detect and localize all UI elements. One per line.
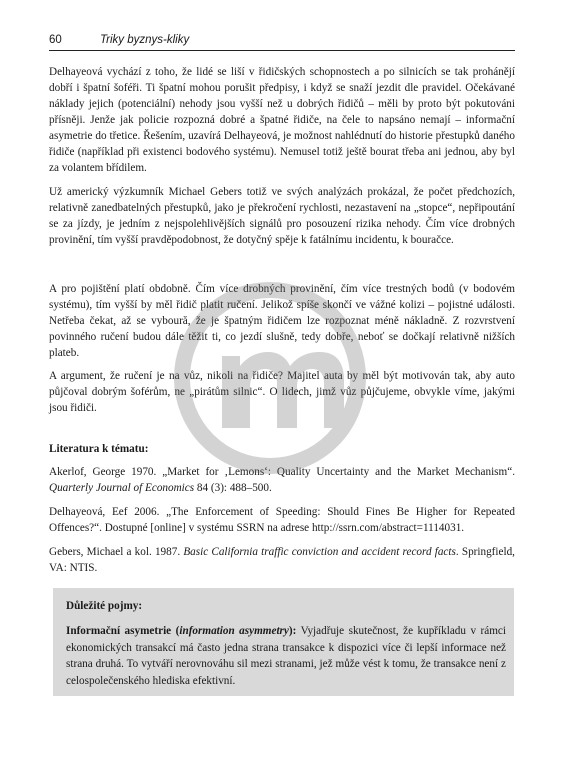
paragraph-2: Už americký výzkumník Michael Gebers totiž ve svých analýzách prokázal, že počet předchozích, relativně zanedbatelných přestupků, jako je překročení rychlosti, nezastavení na „stopce“, nepřipoutání se za jízdy, je jedním z nejspolehlivějších signálů pro posouzení rizika nehody. Čím více drobných provinění, tím vyšší pravděpodobnost, že dotyčný spěje k fatálnímu incidentu, k bouračce. bbox=[49, 186, 515, 246]
running-title: Triky byznys-kliky bbox=[100, 34, 190, 46]
key-terms-title: Důležité pojmy: bbox=[66, 600, 143, 612]
term: Informační asymetrie bbox=[66, 625, 172, 637]
paragraph-1: Delhayeová vychází z toho, že lidé se liší v řidičských schopnostech a po silnicích se tak prohánějí dobří i špatní šoféři. Ti špatní mohou porušit předpisy, i když se snaží jezdit dle pravidel. Očekávané náklady jejich (potenciální) nehody jsou vyšší než u dobrých řidičů – měli by proto být pokutováni přísněji. Jenže jak policie rozpozná dobré a špatné řidiče, na čele to napsáno nemají – informační asymetrie do třetice. Řešením, uzavírá Delhayeová, je možnost nahlédnutí do historie přestupků daného řidiče (například při existenci bodového systému). Nemusel totiž ještě bourat třeba ani jednou, aby byl za volantem břídilem. bbox=[49, 66, 515, 174]
header-rule bbox=[49, 50, 515, 51]
page-header bbox=[49, 34, 515, 50]
key-terms-definition: Informační asymetrie (information asymmetry): Vyjadřuje skutečnost, že kupříkladu v rámci ekonomických transakcí má často jedna strana transakce k dispozici více či lepší informace než strana druhá. To vytváří nerovnováhu sil mezi stranami, jež může vést k tomu, že transakce není z celospolečenského hlediska efektivní. bbox=[66, 625, 506, 687]
page-number: 60 bbox=[49, 34, 62, 46]
paragraph-4: A argument, že ručení je na vůz, nikoli na řidiče? Majitel auta by měl být motivován tak, aby auto půjčoval dobrým šoférům, ne „pirátům silnic“. O lidech, jimž vůz půjčujeme, obvykle víme, jakými jsou řidiči. bbox=[49, 370, 515, 414]
reference-2: Delhayeová, Eef 2006. „The Enforcement of Speeding: Should Fines Be Higher for Repeated Offences?“. Dostupné [online] v systému SSRN na adrese http://ssrn.com/abstract=1114031. bbox=[49, 506, 515, 534]
paragraph-3: A pro pojištění platí obdobně. Čím více drobných provinění, čím více trestných bodů (v bodovém systému), tím vyšší by měl řidič platit ručení. Jelikož spíše skončí ve vážné kolizi – pojistné události. Netřeba čekat, až se vyboură, že je špatným řidičem lze rozpoznat méně nákladně. Z rozvrstvení povinného ručení budou dále těžit ti, co jezdí slušně, tedy dobře, neboť se dočkají relativně nižších plateb. bbox=[49, 283, 515, 359]
literature-heading: Literatura k tématu: bbox=[49, 443, 149, 455]
key-terms-box bbox=[53, 588, 514, 696]
reference-1: Akerlof, George 1970. „Market for ‚Lemons‘: Quality Uncertainty and the Market Mechanism“. Quarterly Journal of Economics 84 (3): 488–500. bbox=[49, 466, 515, 494]
reference-3: Gebers, Michael a kol. 1987. Basic California traffic conviction and accident record facts. Springfield, VA: NTIS. bbox=[49, 546, 515, 574]
term-english: information asymmetry bbox=[179, 625, 289, 637]
